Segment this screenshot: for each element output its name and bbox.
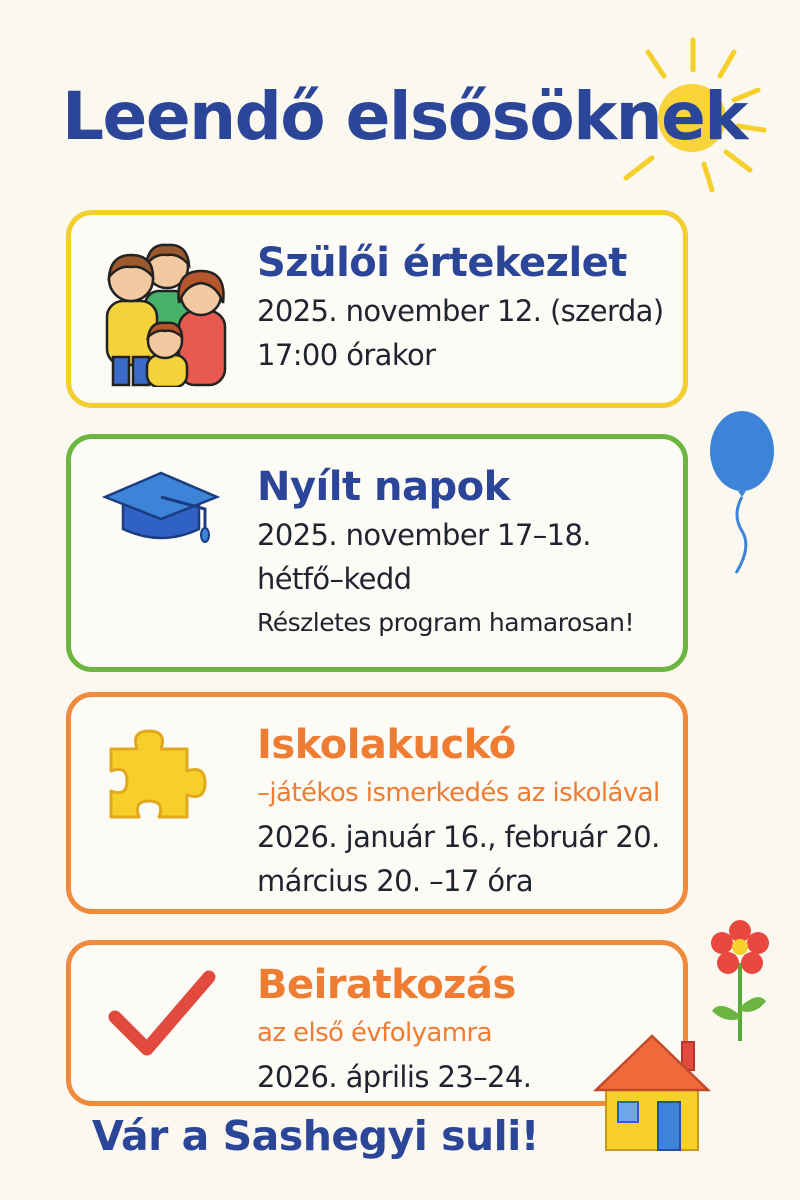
event-days: hétfő–kedd	[257, 562, 412, 596]
footer-text: Vár a Sashegyi suli!	[92, 1112, 539, 1160]
event-date: 2026. január 16., február 20.	[257, 820, 660, 854]
event-title: Szülői értekezlet	[257, 240, 627, 286]
graduation-cap-icon	[101, 469, 221, 549]
event-time: 17:00 órakor	[257, 338, 436, 372]
balloon-icon	[702, 405, 782, 585]
event-card-iskolakucko	[66, 692, 688, 914]
event-card-open-days	[66, 434, 688, 672]
event-date: 2025. november 17–18.	[257, 518, 591, 552]
event-subtitle: –játékos ismerkedés az iskolával	[257, 778, 660, 808]
event-date: 2025. november 12. (szerda)	[257, 294, 664, 328]
event-date-time: március 20. –17 óra	[257, 864, 534, 898]
family-icon	[101, 237, 231, 387]
event-subtitle: az első évfolyamra	[257, 1018, 492, 1048]
house-icon	[592, 1022, 712, 1154]
flower-icon	[700, 915, 780, 1045]
event-title: Beiratkozás	[257, 962, 516, 1008]
puzzle-piece-icon	[101, 725, 211, 825]
event-date: 2026. április 23–24.	[257, 1060, 532, 1094]
event-card-parents-meeting	[66, 210, 688, 408]
checkmark-icon	[101, 965, 221, 1065]
event-title: Nyílt napok	[257, 464, 510, 510]
event-title: Iskolakuckó	[257, 722, 516, 768]
event-note: Részletes program hamarosan!	[257, 608, 634, 637]
page-title: Leendő elsősöknek	[62, 78, 747, 155]
